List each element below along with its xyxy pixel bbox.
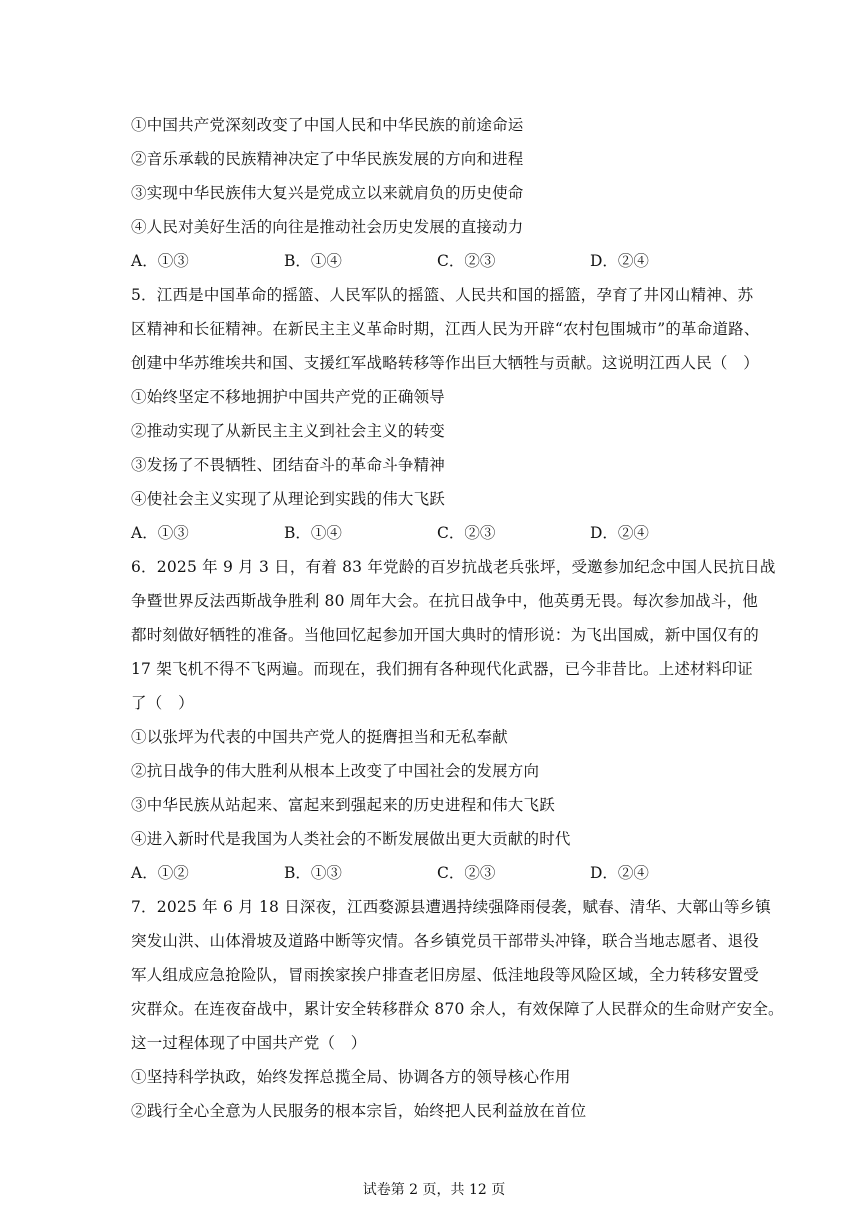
option-item: ③发扬了不畏牺牲、团结奋斗的革命斗争精神 <box>131 456 446 474</box>
question-5 <box>131 278 760 550</box>
question-stem-line: 这一过程体现了中国共产党（ ） <box>131 1034 367 1052</box>
answer-choices <box>131 244 751 278</box>
choice-d: D．②④ <box>590 524 649 542</box>
option-item: ②推动实现了从新民主主义到社会主义的转变 <box>131 422 446 440</box>
question-6 <box>131 550 776 890</box>
question-stem-line: 6．2025 年 9 月 3 日，有着 83 年党龄的百岁抗战老兵张坪，受邀参加纪念中国人民抗日战 <box>131 558 776 576</box>
option-item: ④使社会主义实现了从理论到实践的伟大飞跃 <box>131 490 446 508</box>
option-item: ④人民对美好生活的向往是推动社会历史发展的直接动力 <box>131 218 524 236</box>
choice-b: B．①④ <box>284 252 342 270</box>
choice-a: A．①③ <box>131 252 189 270</box>
choice-a: A．①② <box>131 864 189 882</box>
page-footer: 试卷第 2 页，共 12 页 <box>362 1182 506 1198</box>
question-4-options <box>131 108 751 278</box>
option-item: ②音乐承载的民族精神决定了中华民族发展的方向和进程 <box>131 150 524 168</box>
choice-d: D．②④ <box>590 864 649 882</box>
option-item: ①坚持科学执政，始终发挥总揽全局、协调各方的领导核心作用 <box>131 1068 571 1086</box>
question-stem-line: 灾群众。在连夜奋战中，累计安全转移群众 870 余人，有效保障了人民群众的生命财产安全。 <box>131 1000 784 1018</box>
option-item: ③实现中华民族伟大复兴是党成立以来就肩负的历史使命 <box>131 184 524 202</box>
option-item: ①以张坪为代表的中国共产党人的挺膺担当和无私奉献 <box>131 728 508 746</box>
answer-choices <box>131 856 751 890</box>
option-item: ③中华民族从站起来、富起来到强起来的历史进程和伟大飞跃 <box>131 796 555 814</box>
question-stem-line: 争暨世界反法西斯战争胜利 80 周年大会。在抗日战争中，他英勇无畏。每次参加战斗，他 <box>131 592 758 610</box>
answer-choices <box>131 516 751 550</box>
exam-page-content <box>131 108 784 1128</box>
option-item: ②抗日战争的伟大胜利从根本上改变了中国社会的发展方向 <box>131 762 540 780</box>
choice-b: B．①③ <box>284 864 342 882</box>
choice-c: C．②③ <box>437 252 496 270</box>
option-item: ①中国共产党深刻改变了中国人民和中华民族的前途命运 <box>131 116 524 134</box>
choice-c: C．②③ <box>437 524 496 542</box>
question-stem-line: 区精神和长征精神。在新民主主义革命时期，江西人民为开辟“农村包围城市”的革命道路、 <box>131 320 760 338</box>
question-stem-line: 都时刻做好牺牲的准备。当他回忆起参加开国大典时的情形说：为飞出国威，新中国仅有的 <box>131 626 760 644</box>
question-stem-line: 军人组成应急抢险队，冒雨挨家挨户排查老旧房屋、低洼地段等风险区域，全力转移安置受 <box>131 966 760 984</box>
choice-b: B．①④ <box>284 524 342 542</box>
question-7 <box>131 890 784 1128</box>
choice-c: C．②③ <box>437 864 496 882</box>
question-stem-line: 5．江西是中国革命的摇篮、人民军队的摇篮、人民共和国的摇篮，孕育了井冈山精神、苏 <box>131 286 754 304</box>
option-item: ④进入新时代是我国为人类社会的不断发展做出更大贡献的时代 <box>131 830 571 848</box>
question-stem-line: 创建中华苏维埃共和国、支援红军战略转移等作出巨大牺牲与贡献。这说明江西人民（ ） <box>131 354 760 372</box>
option-item: ②践行全心全意为人民服务的根本宗旨，始终把人民利益放在首位 <box>131 1102 587 1120</box>
option-item: ①始终坚定不移地拥护中国共产党的正确领导 <box>131 388 446 406</box>
question-stem-line: 了（ ） <box>131 694 194 712</box>
question-stem-line: 突发山洪、山体滑坡及道路中断等灾情。各乡镇党员干部带头冲锋，联合当地志愿者、退役 <box>131 932 760 950</box>
choice-d: D．②④ <box>590 252 649 270</box>
question-stem-line: 17 架飞机不得不飞两遍。而现在，我们拥有各种现代化武器，已今非昔比。上述材料印证 <box>131 660 753 678</box>
choice-a: A．①③ <box>131 524 189 542</box>
question-stem-line: 7．2025 年 6 月 18 日深夜，江西婺源县遭遇持续强降雨侵袭，赋春、清华、大鄣山等乡镇 <box>131 898 771 916</box>
